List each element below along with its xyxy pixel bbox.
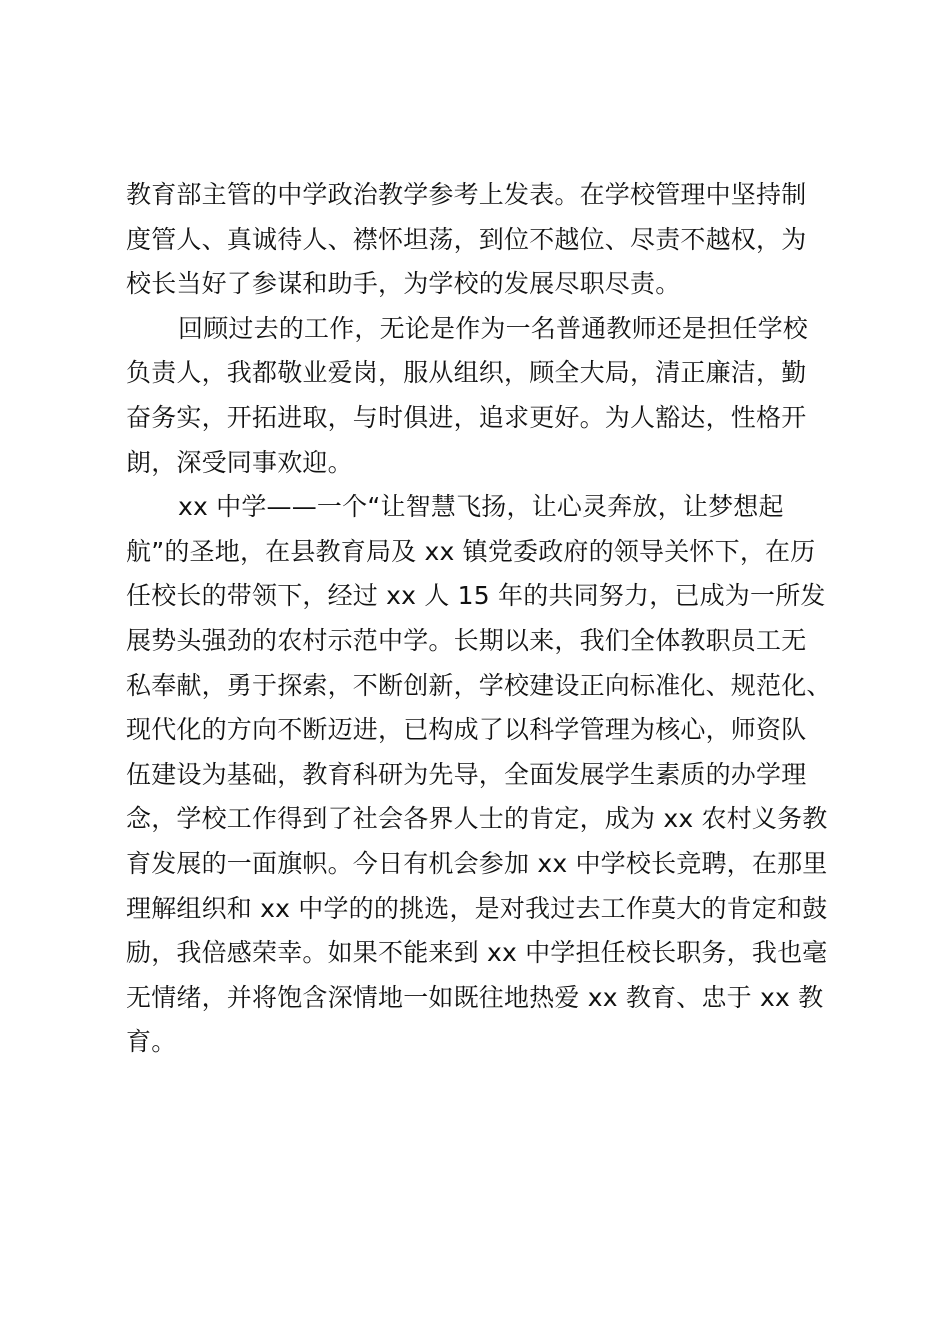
paragraph-line: 度管人、真诚待人、襟怀坦荡，到位不越位、尽责不越权，为	[126, 224, 807, 254]
paragraph-line: 现代化的方向不断迈进，已构成了以科学管理为核心，师资队	[126, 715, 807, 745]
paragraph-line: 念，学校工作得到了社会各界人士的肯定，成为 xx 农村义务教	[126, 804, 828, 834]
paragraph-line: 无情绪，并将饱含深情地一如既往地热爱 xx 教育、忠于 xx 教	[126, 982, 824, 1012]
paragraph-line: 励，我倍感荣幸。如果不能来到 xx 中学担任校长职务，我也毫	[126, 938, 828, 968]
paragraph-line: 伍建设为基础，教育科研为先导，全面发展学生素质的办学理	[126, 759, 807, 789]
paragraph-line: 教育部主管的中学政治教学参考上发表。在学校管理中坚持制	[126, 180, 807, 209]
paragraph-line: 理解组织和 xx 中学的的挑选，是对我过去工作莫大的肯定和鼓	[126, 893, 828, 923]
paragraph-line: 航”的圣地，在县教育局及 xx 镇党委政府的领导关怀下，在历	[126, 536, 816, 566]
body-text	[126, 173, 836, 1065]
paragraph-line: 奋务实，开拓进取，与时俱进，追求更好。为人豁达，性格开	[126, 402, 807, 432]
paragraph-line: 育发展的一面旗帜。今日有机会参加 xx 中学校长竞聘，在那里	[126, 848, 828, 878]
paragraph-start-line: 回顾过去的工作，无论是作为一名普通教师还是担任学校	[178, 313, 809, 343]
paragraph-line: 任校长的带领下，经过 xx 人 15 年的共同努力，已成为一所发	[126, 581, 826, 611]
paragraph-line: 展势头强劲的农村示范中学。长期以来，我们全体教职员工无	[126, 625, 807, 655]
paragraph-line: 育。	[126, 1027, 177, 1057]
paragraph-line: 私奉献，勇于探索，不断创新，学校建设正向标准化、规范化、	[126, 670, 832, 700]
paragraph-line: 负责人，我都敬业爱岗，服从组织，顾全大局，清正廉洁，勤	[126, 358, 807, 388]
paragraph-start-line: xx 中学——一个“让智慧飞扬，让心灵奔放，让梦想起	[178, 492, 784, 522]
paragraph-line: 朗，深受同事欢迎。	[126, 447, 353, 477]
paragraph-line: 校长当好了参谋和助手，为学校的发展尽职尽责。	[126, 269, 681, 299]
